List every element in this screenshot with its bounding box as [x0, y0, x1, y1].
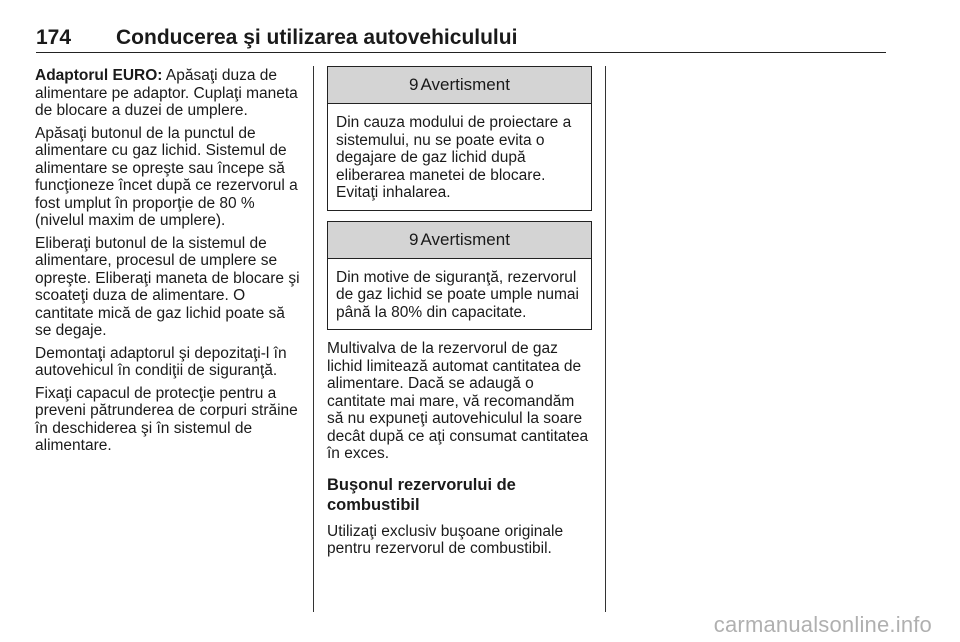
warning-header	[328, 67, 591, 104]
paragraph-release: Eliberaţi butonul de la sistemul de alimentare, procesul de umplere se opreşte. Eliberaţi maneta de blocare şi scoateţi duza de alimentare. O cantitate mică de gaz lichid poate să se degaje.	[35, 234, 300, 339]
column-divider-left	[313, 66, 314, 612]
warning-title: Avertisment	[420, 229, 510, 249]
right-column	[327, 66, 592, 558]
section-heading-fuel-cap: Buşonul rezervorului de combustibil	[327, 475, 516, 514]
warning-icon: 9	[409, 75, 419, 94]
watermark: carmanualsonline.info	[713, 612, 932, 637]
warning-body: Din cauza modului de proiectare a sistemului, nu se poate evita o degajare de gaz lichid după eliberarea manetei de blocare. Evitaţi inhalarea.	[336, 114, 572, 201]
paragraph-multivalve: Multivalva de la rezervorul de gaz lichid limitează automat cantitatea de alimentare. Dacă se adaugă o cantitate mai mare, vă recomandăm să nu expuneţi autovehiculul la soare decât după ce aţi consumat cantitatea în exces.	[327, 340, 589, 462]
paragraph-adapter	[35, 67, 301, 120]
warning-body: Din motive de siguranţă, rezervorul de gaz lichid se poate umple numai până la 80% din capacitate.	[336, 268, 579, 321]
warning-icon: 9	[409, 229, 419, 249]
page-header	[36, 26, 886, 53]
adapter-lead: Adaptorul EURO:	[35, 67, 163, 84]
warning-title: Avertisment	[420, 75, 510, 94]
page-title: Conducerea şi utilizarea autovehiculului	[116, 26, 518, 49]
warning-box-1	[327, 66, 592, 211]
paragraph-fuel-cap: Utilizaţi exclusiv buşoane originale pentru rezervorul de combustibil.	[327, 522, 564, 557]
paragraph-button: Apăsaţi butonul de la punctul de alimentare cu gaz lichid. Sistemul de alimentare se opreşte sau începe să funcţioneze încet după ce rezervorul a fost umplut în proporţie de 80 % (nivelul maxim de umplere).	[35, 124, 298, 229]
paragraph-remove-adapter: Demontaţi adaptorul şi depozitaţi-l în autovehicul în condiţii de siguranţă.	[35, 344, 287, 379]
paragraph-cap: Fixaţi capacul de protecţie pentru a preveni pătrunderea de corpuri străine în deschiderea şi în sistemul de alimentare.	[35, 384, 298, 454]
warning-box-2	[327, 221, 592, 331]
column-divider-right	[605, 66, 606, 612]
left-column	[35, 67, 301, 460]
warning-header	[328, 222, 591, 259]
page-number: 174	[36, 26, 72, 49]
adapter-text: Apăsaţi duza de alimentare pe adaptor. Cuplaţi maneta de blocare a duzei de umplere.	[35, 67, 298, 119]
